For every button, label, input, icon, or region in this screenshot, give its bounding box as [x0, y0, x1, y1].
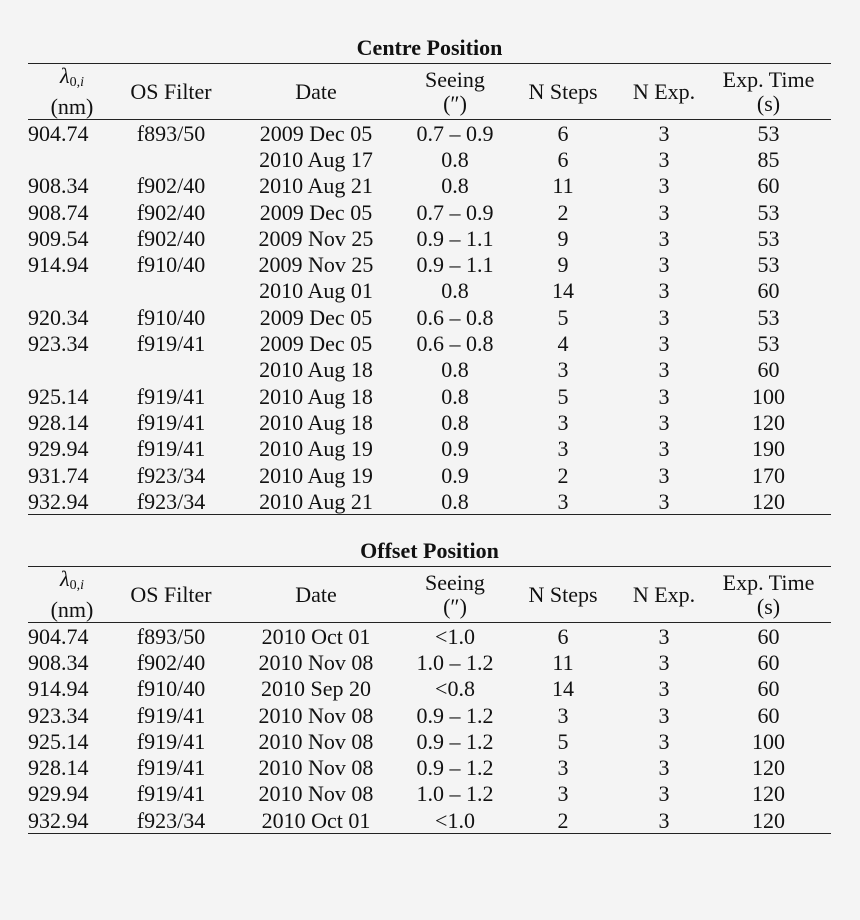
col-header-exp-time [706, 64, 831, 120]
cell-os-filter: f923/34 [116, 488, 226, 515]
cell-os-filter: f919/41 [136, 383, 206, 409]
cell-os-filter: f902/40 [136, 649, 206, 675]
lambda-subscript: 0, [69, 75, 81, 90]
cell-n-steps: 4 [557, 331, 569, 357]
cell-wavelength: 920.34 [28, 304, 89, 330]
col-header-n-exp: N Exp. [622, 567, 706, 623]
cell-date: 2010 Nov 08 [258, 781, 374, 807]
cell-os-filter: f893/50 [136, 623, 206, 649]
cell-n-steps: 3 [557, 702, 569, 728]
cell-os-filter: f910/40 [136, 676, 206, 702]
cell-wavelength: 931.74 [28, 462, 89, 488]
table-row [28, 807, 831, 834]
cell-os-filter: f919/41 [136, 728, 206, 754]
section-title-offset: Offset Position [360, 538, 499, 563]
table-header-row [28, 567, 831, 623]
cell-exp-time: 60 [757, 173, 780, 199]
exp-time-label: Exp. Time [722, 569, 815, 595]
cell-date: 2010 Nov 08 [258, 728, 374, 754]
cell-n-exp: 3 [658, 173, 670, 199]
cell-exp-time: 85 [757, 146, 780, 172]
table-row [28, 383, 831, 409]
cell-n-steps: 11 [552, 649, 574, 675]
table-row [28, 409, 831, 435]
cell-wavelength: 928.14 [28, 409, 89, 435]
cell-exp-time: 120 [752, 409, 785, 435]
cell-date: 2010 Aug 19 [259, 462, 373, 488]
centre-table-body [28, 120, 831, 515]
cell-os-filter [116, 278, 226, 304]
centre-position-section [28, 34, 831, 515]
cell-n-steps: 5 [557, 383, 569, 409]
cell-n-exp: 3 [658, 409, 670, 435]
cell-wavelength: 929.94 [28, 781, 89, 807]
cell-n-exp: 3 [658, 436, 670, 462]
cell-date: 2009 Nov 25 [258, 252, 374, 278]
cell-n-exp: 3 [622, 488, 706, 515]
cell-wavelength [28, 357, 116, 383]
cell-wavelength: 904.74 [28, 120, 89, 146]
cell-wavelength: 923.34 [28, 702, 89, 728]
cell-n-exp: 3 [622, 807, 706, 834]
seeing-label: Seeing [425, 569, 485, 595]
cell-seeing: 0.6 – 0.8 [416, 331, 494, 357]
cell-n-steps: 3 [504, 488, 622, 515]
table-row [28, 623, 831, 650]
cell-exp-time: 53 [757, 120, 780, 146]
col-header-date: Date [226, 567, 406, 623]
cell-exp-time: 53 [757, 331, 780, 357]
cell-os-filter [116, 146, 226, 172]
cell-n-exp: 3 [658, 649, 670, 675]
cell-n-steps: 2 [504, 807, 622, 834]
cell-n-steps: 6 [557, 623, 569, 649]
cell-os-filter: f919/41 [136, 436, 206, 462]
offset-position-table [28, 566, 831, 834]
cell-exp-time: 53 [757, 225, 780, 251]
cell-n-exp: 3 [658, 623, 670, 649]
lambda-symbol: λ [60, 63, 70, 88]
cell-n-exp: 3 [658, 755, 670, 781]
cell-seeing: 0.9 – 1.1 [416, 225, 494, 251]
cell-exp-time: 60 [757, 649, 780, 675]
table-row [28, 225, 831, 251]
cell-wavelength: 908.74 [28, 199, 89, 225]
cell-exp-time: 120 [752, 755, 785, 781]
cell-n-exp: 3 [658, 702, 670, 728]
table-row [28, 462, 831, 488]
offset-table-body [28, 623, 831, 834]
cell-seeing: 0.8 [441, 278, 469, 304]
cell-os-filter: f910/40 [136, 252, 206, 278]
cell-exp-time: 170 [752, 462, 785, 488]
cell-wavelength: 914.94 [28, 252, 89, 278]
cell-exp-time: 60 [757, 278, 780, 304]
table-row [28, 146, 831, 172]
col-header-date: Date [226, 64, 406, 120]
cell-exp-time: 60 [757, 676, 780, 702]
table-row [28, 173, 831, 199]
cell-date: 2010 Oct 01 [226, 807, 406, 834]
exp-time-unit: (s) [756, 593, 781, 619]
cell-seeing: 1.0 – 1.2 [416, 781, 494, 807]
cell-n-exp: 3 [658, 462, 670, 488]
cell-n-steps: 14 [552, 278, 574, 304]
cell-date: 2009 Dec 05 [259, 304, 373, 330]
cell-exp-time: 53 [757, 304, 780, 330]
cell-exp-time: 60 [757, 623, 780, 649]
seeing-unit: (″) [443, 593, 467, 619]
cell-n-exp: 3 [658, 383, 670, 409]
centre-position-table [28, 63, 831, 515]
cell-seeing: 0.7 – 0.9 [416, 120, 494, 146]
cell-date: 2010 Aug 18 [259, 409, 373, 435]
table-row [28, 357, 831, 383]
table-row [28, 199, 831, 225]
table-row [28, 436, 831, 462]
cell-exp-time: 190 [752, 436, 785, 462]
cell-exp-time: 53 [757, 252, 780, 278]
cell-n-exp: 3 [658, 225, 670, 251]
lambda-subscript: 0, [69, 578, 81, 593]
col-header-n-exp: N Exp. [622, 64, 706, 120]
cell-wavelength: 908.34 [28, 173, 89, 199]
cell-n-steps: 3 [557, 409, 569, 435]
cell-seeing: 0.7 – 0.9 [416, 199, 494, 225]
cell-n-steps: 2 [557, 462, 569, 488]
cell-exp-time: 53 [757, 199, 780, 225]
cell-exp-time: 100 [752, 383, 785, 409]
cell-seeing: 0.8 [441, 357, 469, 383]
table-row [28, 754, 831, 780]
cell-exp-time: 60 [757, 702, 780, 728]
exp-time-unit: (s) [756, 90, 781, 116]
cell-date: 2009 Dec 05 [259, 120, 373, 146]
exp-time-label: Exp. Time [722, 66, 815, 92]
table-row [28, 251, 831, 277]
cell-date: 2010 Oct 01 [261, 623, 371, 649]
cell-seeing: 0.8 [441, 146, 469, 172]
cell-n-steps: 5 [557, 728, 569, 754]
cell-wavelength: 909.54 [28, 225, 89, 251]
cell-n-exp: 3 [658, 728, 670, 754]
table-row [28, 649, 831, 675]
cell-seeing: <1.0 [435, 623, 475, 649]
wavelength-unit: (nm) [50, 94, 94, 119]
cell-seeing: 0.9 [441, 436, 469, 462]
col-header-n-steps: N Steps [504, 567, 622, 623]
table-row [28, 488, 831, 515]
cell-n-exp: 3 [658, 357, 670, 383]
cell-wavelength: 925.14 [28, 383, 89, 409]
cell-os-filter: f919/41 [136, 409, 206, 435]
cell-date: 2010 Nov 08 [258, 755, 374, 781]
cell-wavelength: 923.34 [28, 331, 89, 357]
cell-os-filter: f893/50 [136, 120, 206, 146]
cell-exp-time: 120 [752, 781, 785, 807]
cell-seeing: 0.9 – 1.2 [416, 702, 494, 728]
cell-os-filter: f919/41 [136, 781, 206, 807]
cell-exp-time: 60 [757, 357, 780, 383]
table-row [28, 702, 831, 728]
col-header-n-steps: N Steps [504, 64, 622, 120]
table-row [28, 120, 831, 147]
cell-os-filter: f923/34 [136, 462, 206, 488]
cell-os-filter: f902/40 [136, 173, 206, 199]
cell-date: 2010 Aug 01 [259, 278, 373, 304]
cell-date: 2010 Aug 18 [259, 357, 373, 383]
cell-n-exp: 3 [658, 676, 670, 702]
cell-os-filter: f923/34 [116, 807, 226, 834]
cell-date: 2009 Nov 25 [258, 225, 374, 251]
cell-wavelength: 928.14 [28, 755, 89, 781]
table-row [28, 781, 831, 807]
cell-n-steps: 6 [557, 146, 569, 172]
cell-n-steps: 2 [557, 199, 569, 225]
section-title-centre: Centre Position [356, 35, 503, 60]
table-row [28, 330, 831, 356]
wavelength-unit: (nm) [50, 597, 94, 622]
cell-os-filter: f902/40 [136, 199, 206, 225]
cell-n-steps: 3 [557, 755, 569, 781]
cell-exp-time: 120 [706, 488, 831, 515]
lambda-subscript-index: i [80, 75, 84, 90]
cell-n-exp: 3 [658, 278, 670, 304]
offset-position-section [28, 537, 831, 834]
lambda-subscript-index: i [80, 578, 84, 593]
cell-date: 2009 Dec 05 [259, 199, 373, 225]
cell-seeing: 1.0 – 1.2 [416, 649, 494, 675]
cell-seeing: 0.9 – 1.2 [416, 728, 494, 754]
cell-seeing: <0.8 [435, 676, 475, 702]
cell-date: 2010 Aug 19 [259, 436, 373, 462]
cell-date: 2010 Aug 21 [226, 488, 406, 515]
cell-os-filter: f919/41 [136, 755, 206, 781]
cell-date: 2009 Dec 05 [259, 331, 373, 357]
cell-n-exp: 3 [658, 199, 670, 225]
cell-seeing: 0.9 – 1.2 [416, 755, 494, 781]
cell-wavelength: 932.94 [28, 807, 116, 834]
cell-n-steps: 3 [557, 436, 569, 462]
cell-n-steps: 3 [557, 781, 569, 807]
col-header-seeing [406, 64, 504, 120]
table-row [28, 728, 831, 754]
seeing-unit: (″) [443, 90, 467, 116]
cell-n-steps: 9 [557, 225, 569, 251]
cell-os-filter: f919/41 [136, 702, 206, 728]
cell-seeing: 0.9 – 1.1 [416, 252, 494, 278]
cell-seeing: 0.8 [406, 488, 504, 515]
col-header-seeing [406, 567, 504, 623]
col-header-os-filter: OS Filter [116, 567, 226, 623]
cell-wavelength [28, 146, 116, 172]
col-header-wavelength [28, 64, 116, 120]
cell-wavelength: 914.94 [28, 676, 89, 702]
cell-n-steps: 3 [557, 357, 569, 383]
cell-date: 2010 Aug 18 [259, 383, 373, 409]
cell-n-exp: 3 [658, 304, 670, 330]
cell-seeing: 0.8 [441, 173, 469, 199]
cell-n-exp: 3 [658, 781, 670, 807]
cell-wavelength: 904.74 [28, 623, 89, 649]
cell-n-exp: 3 [658, 331, 670, 357]
cell-os-filter: f910/40 [136, 304, 206, 330]
cell-wavelength [28, 278, 116, 304]
table-row [28, 304, 831, 330]
cell-wavelength: 932.94 [28, 488, 116, 515]
cell-wavelength: 929.94 [28, 436, 89, 462]
col-header-wavelength [28, 567, 116, 623]
cell-n-exp: 3 [658, 146, 670, 172]
cell-seeing: 0.8 [441, 383, 469, 409]
cell-n-steps: 6 [557, 120, 569, 146]
cell-seeing: <1.0 [406, 807, 504, 834]
seeing-label: Seeing [425, 66, 485, 92]
table-row [28, 676, 831, 702]
cell-n-exp: 3 [658, 120, 670, 146]
cell-n-steps: 11 [552, 173, 574, 199]
cell-n-steps: 5 [557, 304, 569, 330]
cell-seeing: 0.6 – 0.8 [416, 304, 494, 330]
lambda-symbol: λ [60, 566, 70, 591]
cell-seeing: 0.8 [441, 409, 469, 435]
cell-date: 2010 Aug 17 [259, 146, 373, 172]
cell-wavelength: 908.34 [28, 649, 89, 675]
table-header-row [28, 64, 831, 120]
cell-os-filter [116, 357, 226, 383]
col-header-exp-time [706, 567, 831, 623]
cell-date: 2010 Aug 21 [259, 173, 373, 199]
cell-exp-time: 100 [752, 728, 785, 754]
cell-n-steps: 9 [557, 252, 569, 278]
cell-date: 2010 Sep 20 [261, 676, 371, 702]
cell-date: 2010 Nov 08 [258, 702, 374, 728]
cell-os-filter: f919/41 [136, 331, 206, 357]
cell-seeing: 0.9 [441, 462, 469, 488]
cell-wavelength: 925.14 [28, 728, 89, 754]
cell-exp-time: 120 [706, 807, 831, 834]
cell-n-exp: 3 [658, 252, 670, 278]
cell-date: 2010 Nov 08 [258, 649, 374, 675]
cell-os-filter: f902/40 [136, 225, 206, 251]
col-header-os-filter: OS Filter [116, 64, 226, 120]
cell-n-steps: 14 [552, 676, 574, 702]
table-row [28, 278, 831, 304]
